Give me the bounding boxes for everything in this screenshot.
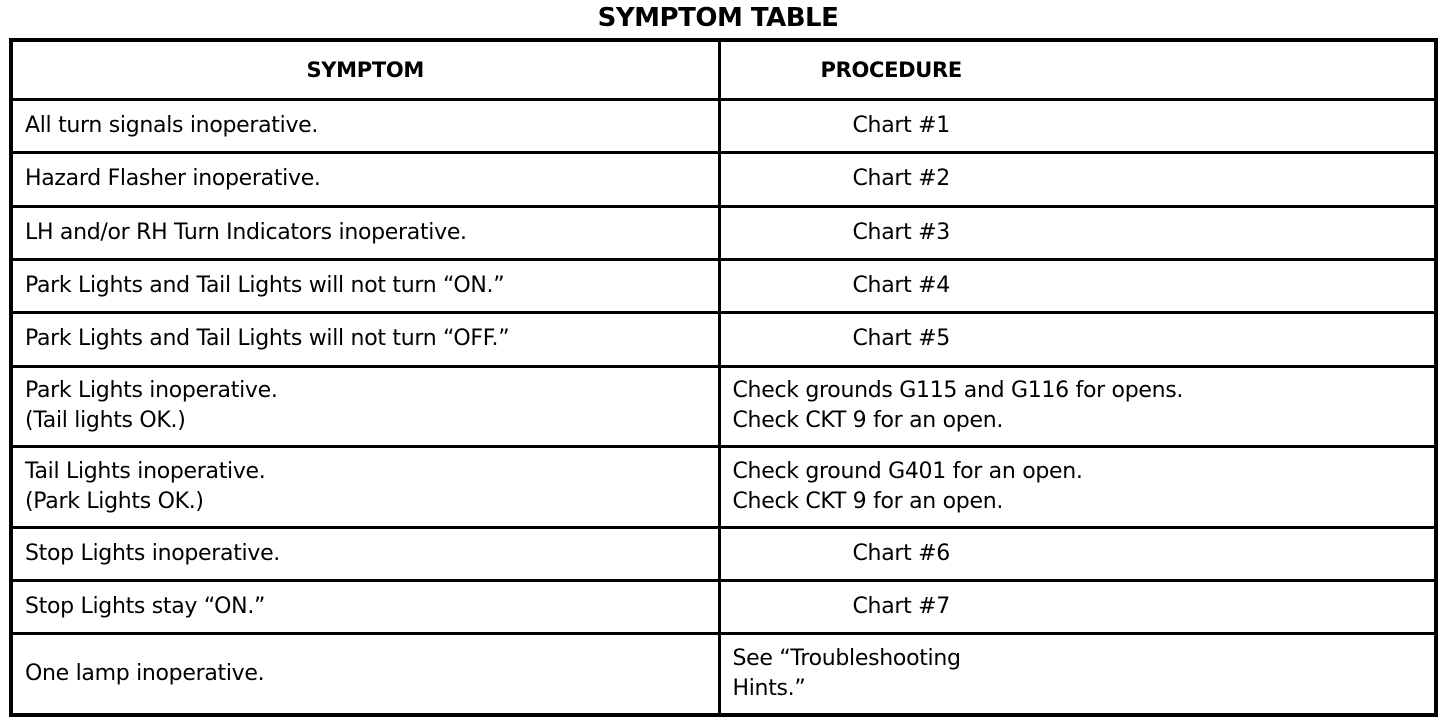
procedure-cell	[719, 313, 1436, 366]
symptom-text: Park Lights and Tail Lights will not turn “ON.”	[25, 273, 505, 299]
table-row	[11, 259, 1436, 312]
symptom-cell	[11, 100, 719, 153]
table-row	[11, 527, 1436, 580]
procedure-cell	[719, 366, 1436, 447]
procedure-text: Check grounds G115 and G116 for opens.	[732, 378, 1184, 404]
procedure-cell	[719, 447, 1436, 528]
symptom-text: Park Lights and Tail Lights will not turn “OFF.”	[25, 326, 510, 352]
symptom-text: Hazard Flasher inoperative.	[25, 166, 321, 192]
symptom-cell	[11, 313, 719, 366]
chart-reference: Chart #6	[852, 540, 950, 566]
table-row	[11, 100, 1436, 153]
procedure-text: Check CKT 9 for an open.	[732, 408, 1004, 434]
chart-reference: Chart #1	[852, 113, 950, 139]
table-header-row	[11, 40, 1436, 100]
procedure-cell	[719, 206, 1436, 259]
symptom-cell	[11, 366, 719, 447]
column-header-symptom: SYMPTOM	[11, 40, 719, 100]
symptom-table	[9, 38, 1438, 717]
procedure-text: Hints.”	[732, 676, 806, 702]
chart-reference: Chart #7	[852, 594, 950, 620]
symptom-cell	[11, 153, 719, 206]
table-body	[11, 100, 1436, 716]
table-row	[11, 366, 1436, 447]
column-header-procedure: PROCEDURE	[719, 40, 1436, 100]
symptom-text: (Tail lights OK.)	[25, 408, 186, 434]
chart-reference: Chart #4	[852, 273, 950, 299]
symptom-text: One lamp inoperative.	[25, 661, 265, 687]
symptom-text: Stop Lights stay “ON.”	[25, 594, 266, 620]
table-row	[11, 313, 1436, 366]
symptom-cell	[11, 527, 719, 580]
table-row	[11, 153, 1436, 206]
symptom-cell	[11, 581, 719, 634]
procedure-cell	[719, 527, 1436, 580]
symptom-text: Park Lights inoperative.	[25, 378, 278, 404]
procedure-text: Check ground G401 for an open.	[732, 458, 1083, 484]
symptom-cell	[11, 259, 719, 312]
procedure-text: Check CKT 9 for an open.	[732, 488, 1004, 514]
symptom-text: LH and/or RH Turn Indicators inoperative.	[25, 219, 467, 245]
table-row	[11, 581, 1436, 634]
procedure-cell	[719, 100, 1436, 153]
chart-reference: Chart #2	[852, 166, 950, 192]
procedure-cell	[719, 153, 1436, 206]
symptom-text: (Park Lights OK.)	[25, 488, 204, 514]
symptom-cell	[11, 634, 719, 715]
symptom-text: All turn signals inoperative.	[25, 113, 319, 139]
symptom-cell	[11, 206, 719, 259]
table-row	[11, 447, 1436, 528]
procedure-cell	[719, 581, 1436, 634]
chart-reference: Chart #5	[852, 326, 950, 352]
page-title: SYMPTOM TABLE	[597, 3, 839, 33]
chart-reference: Chart #3	[852, 219, 950, 245]
table-row	[11, 206, 1436, 259]
procedure-text: See “Troubleshooting	[732, 646, 961, 672]
procedure-cell	[719, 634, 1436, 715]
symptom-text: Stop Lights inoperative.	[25, 540, 280, 566]
symptom-cell	[11, 447, 719, 528]
symptom-text: Tail Lights inoperative.	[25, 458, 266, 484]
table-row	[11, 634, 1436, 715]
procedure-cell	[719, 259, 1436, 312]
